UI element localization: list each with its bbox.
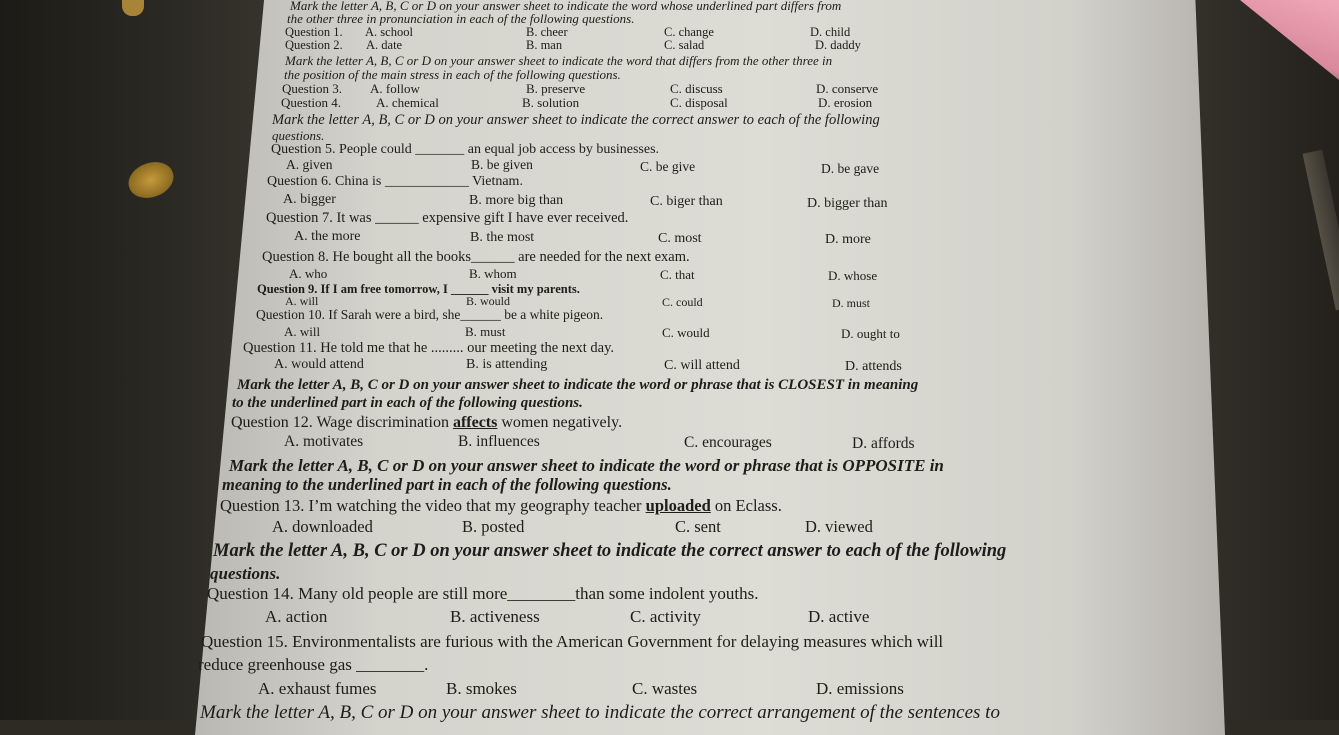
q11-option-b: B. is attending <box>466 357 548 372</box>
q2-option-d: D. daddy <box>815 38 861 52</box>
instruction-arrangement: Mark the letter A, B, C or D on your answer sheet to indicate the correct arrangement of the sentences to <box>200 702 1000 723</box>
q13-underlined-word: uploaded <box>645 496 711 515</box>
q13-option-a: A. downloaded <box>272 517 373 536</box>
instruction-pronunciation: Mark the letter A, B, C or D on your answer sheet to indicate the word whose underlined part differs from <box>290 0 842 13</box>
q1-option-d: D. child <box>810 25 851 39</box>
q1-label: Question 1. <box>285 25 343 39</box>
q3-option-a: A. follow <box>370 81 420 96</box>
q12-option-c: C. encourages <box>684 434 772 451</box>
q3-option-d: D. conserve <box>816 81 879 96</box>
q12-option-a: A. motivates <box>284 433 364 450</box>
q15-stem-cont: reduce greenhouse gas ________. <box>198 655 429 674</box>
q9-stem: Question 9. If I am free tomorrow, I ______ visit my parents. <box>257 282 580 296</box>
q12-stem-post: women negatively. <box>497 414 623 431</box>
q2-option-a: A. date <box>366 38 403 52</box>
q11-stem: Question 11. He told me that he ......... our meeting the next day. <box>243 340 615 356</box>
instruction-closest: Mark the letter A, B, C or D on your answer sheet to indicate the word or phrase that is CLOSEST in meaning <box>237 377 919 393</box>
q12-option-b: B. influences <box>458 433 540 450</box>
q4-option-c: C. disposal <box>670 95 728 110</box>
q8-option-d: D. whose <box>828 268 878 283</box>
q2-option-b: B. man <box>526 38 563 52</box>
q6-stem: Question 6. China is ____________ Vietnam. <box>267 174 523 189</box>
q3-option-c: C. discuss <box>670 81 723 96</box>
q11-option-d: D. attends <box>845 359 902 374</box>
q15-stem: Question 15. Environmentalists are furious with the American Government for delaying measures which will <box>201 632 944 651</box>
q9-option-b: B. would <box>466 294 511 308</box>
q14-option-a: A. action <box>265 607 328 626</box>
q1-option-b: B. cheer <box>526 25 568 39</box>
q14-option-c: C. activity <box>630 607 701 626</box>
q7-option-c: C. most <box>658 231 702 246</box>
instruction-correct-answer-2-cont: questions. <box>210 564 281 583</box>
q2-option-c: C. salad <box>664 38 705 52</box>
instruction-stress: Mark the letter A, B, C or D on your answer sheet to indicate the word that differs from the other three in <box>285 53 833 68</box>
q5-option-d: D. be gave <box>821 161 880 176</box>
q3-label: Question 3. <box>282 81 342 96</box>
q13-option-b: B. posted <box>462 517 525 536</box>
q10-option-a: A. will <box>284 324 321 339</box>
q12-stem <box>231 414 622 432</box>
instruction-correct-answer: Mark the letter A, B, C or D on your answer sheet to indicate the correct answer to each of the following <box>272 112 880 128</box>
q9-option-a: A. will <box>285 294 319 308</box>
q5-option-c: C. be give <box>640 159 696 174</box>
q15-option-b: B. smokes <box>446 679 517 698</box>
instruction-correct-answer-2: Mark the letter A, B, C or D on your answer sheet to indicate the correct answer to each of the following <box>213 541 1007 561</box>
q14-stem: Question 14. Many old people are still more________than some indolent youths. <box>207 584 759 603</box>
q12-stem-pre: Question 12. Wage discrimination <box>231 414 453 431</box>
q5-option-b: B. be given <box>471 157 533 172</box>
q8-stem: Question 8. He bought all the books______ are needed for the next exam. <box>262 249 690 265</box>
q10-option-c: C. would <box>662 325 710 340</box>
q7-option-d: D. more <box>825 232 871 247</box>
q13-stem <box>220 496 782 516</box>
q13-option-c: C. sent <box>675 517 721 536</box>
q10-stem: Question 10. If Sarah were a bird, she______ be a white pigeon. <box>256 307 604 322</box>
q2-label: Question 2. <box>285 38 343 52</box>
q11-option-a: A. would attend <box>274 357 364 372</box>
q9-option-c: C. could <box>662 295 703 309</box>
q4-option-d: D. erosion <box>818 95 873 110</box>
q12-option-d: D. affords <box>852 435 915 452</box>
instruction-pronunciation-cont: the other three in pronunciation in each of the following questions. <box>287 11 635 26</box>
q14-option-b: B. activeness <box>450 607 540 626</box>
q15-option-c: C. wastes <box>632 679 698 698</box>
instruction-closest-cont: to the underlined part in each of the following questions. <box>232 395 583 411</box>
q13-option-d: D. viewed <box>805 517 873 536</box>
q11-option-c: C. will attend <box>664 358 740 373</box>
q13-stem-post: on Eclass. <box>710 496 782 515</box>
q9-option-d: D. must <box>832 296 871 310</box>
q1-option-c: C. change <box>664 25 714 39</box>
q12-underlined-word: affects <box>452 414 498 431</box>
q5-option-a: A. given <box>286 157 333 172</box>
instruction-stress-cont: the position of the main stress in each of the following questions. <box>284 67 621 82</box>
q4-label: Question 4. <box>281 95 341 110</box>
q14-option-d: D. active <box>808 607 870 626</box>
q7-stem: Question 7. It was ______ expensive gift I have ever received. <box>266 210 629 226</box>
q5-stem: Question 5. People could _______ an equal job access by businesses. <box>271 142 660 157</box>
instruction-opposite: Mark the letter A, B, C or D on your answer sheet to indicate the word or phrase that is OPPOSITE in <box>229 456 944 475</box>
q6-option-d: D. bigger than <box>807 196 888 211</box>
q6-option-b: B. more big than <box>469 193 564 208</box>
q4-option-a: A. chemical <box>376 95 439 110</box>
q8-option-a: A. who <box>289 266 328 281</box>
q8-option-c: C. that <box>660 267 695 282</box>
q8-option-b: B. whom <box>469 266 517 281</box>
q7-option-b: B. the most <box>470 230 535 245</box>
instruction-correct-answer-cont: questions. <box>272 128 325 143</box>
q4-option-b: B. solution <box>522 95 580 110</box>
q15-option-d: D. emissions <box>816 679 904 698</box>
q6-option-c: C. biger than <box>650 194 723 209</box>
q15-option-a: A. exhaust fumes <box>258 679 377 698</box>
q13-stem-pre: Question 13. I’m watching the video that my geography teacher <box>220 496 646 515</box>
q6-option-a: A. bigger <box>283 192 336 207</box>
q10-option-b: B. must <box>465 324 506 339</box>
q3-option-b: B. preserve <box>526 81 586 96</box>
q1-option-a: A. school <box>365 25 413 39</box>
q7-option-a: A. the more <box>294 229 361 244</box>
q10-option-d: D. ought to <box>841 326 900 341</box>
instruction-opposite-cont: meaning to the underlined part in each of the following questions. <box>222 475 672 494</box>
